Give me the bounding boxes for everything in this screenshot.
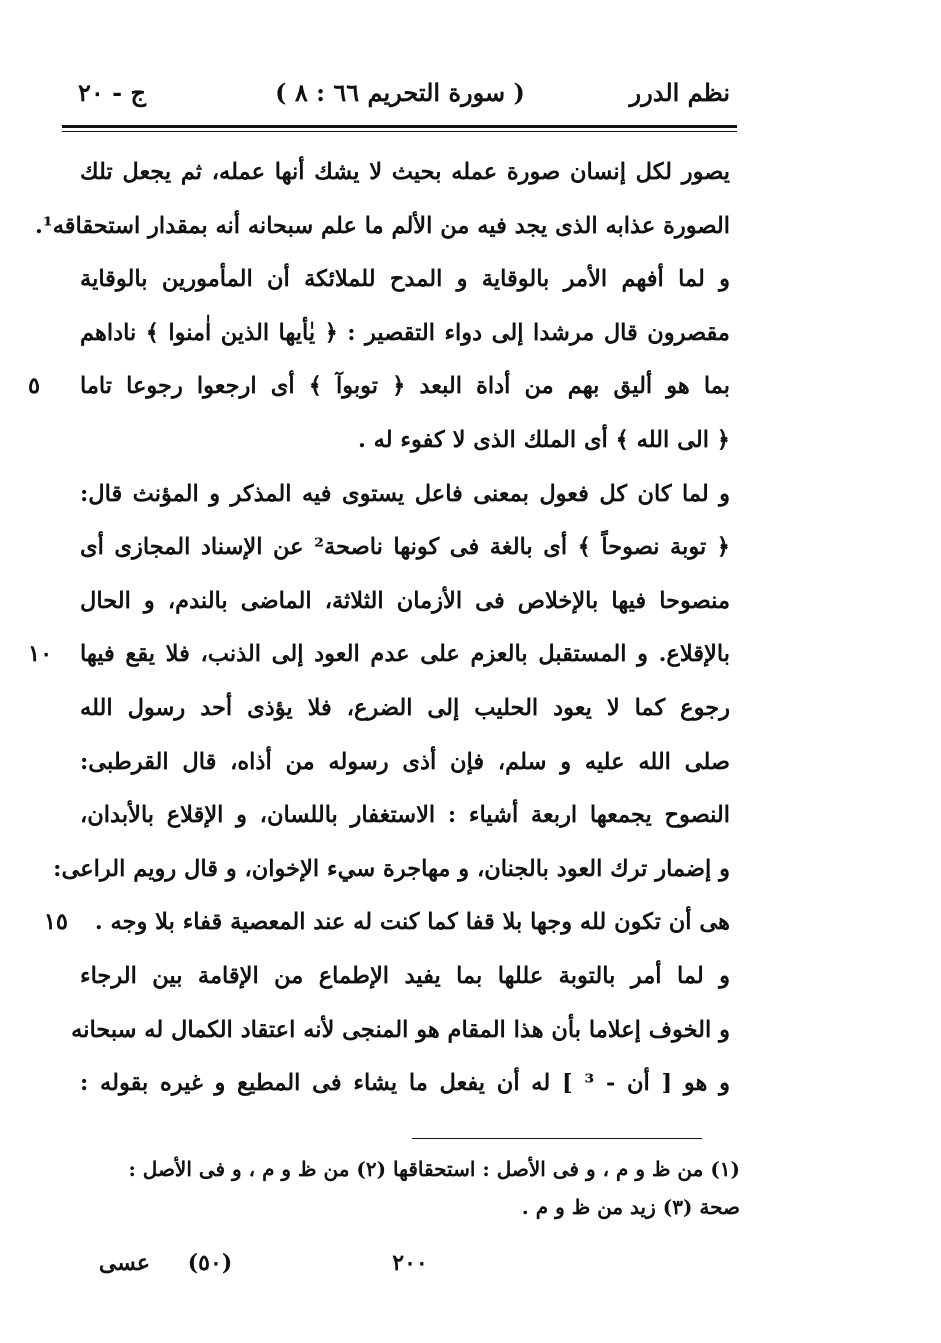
text-line (80, 253, 730, 307)
line-number: ١٥ (43, 909, 68, 936)
line-text: ﴿ توبة نصوحاً ﴾ أى بالغة فى كونها ناصحة² عن الإسناد المجازى أى (80, 534, 730, 561)
header-rule-thin (62, 131, 737, 132)
text-line (80, 575, 730, 629)
text-line (80, 146, 730, 200)
line-text: الصورة عذابه الذى يجد فيه من الألم ما علم سبحانه أنه بمقدار استحقاقه¹. (35, 212, 730, 239)
line-text: رجوع كما لا يعود الحليب إلى الضرع، فلا يؤذى أحد رسول الله (80, 694, 730, 721)
text-line (71, 1004, 730, 1058)
text-line (80, 1057, 730, 1111)
text-line (80, 736, 730, 790)
text-line (28, 360, 730, 414)
main-text (28, 146, 731, 1111)
header-rule (62, 125, 737, 128)
book-title: نظم الدرر (629, 78, 730, 107)
text-line (80, 950, 730, 1004)
line-text: يصور لكل إنسان صورة عمله بحيث لا يشك أنها عمله، ثم يجعل تلك (80, 159, 730, 185)
text-line (80, 414, 730, 468)
footnotes (100, 1150, 740, 1226)
line-text: و الخوف إعلاما بأن هذا المقام هو المنجى لأنه اعتقاد الكمال له سبحانه (71, 1016, 730, 1043)
line-text: النصوح يجمعها اربعة أشياء : الاستغفار باللسان، و الإقلاع بالأبدان، (80, 802, 730, 829)
page-number: ٢٠٠ (392, 1250, 428, 1276)
signature-number: (٥٠) (187, 1250, 233, 1276)
line-text: بالإقلاع. و المستقبل بالعزم على عدم العود إلى الذنب، فلا يقع فيها (80, 641, 730, 668)
text-line (80, 307, 730, 361)
volume-number: ج - ٢٠ (78, 78, 146, 107)
text-line (43, 896, 730, 950)
line-number: ٥ (28, 373, 41, 400)
line-text: بما هو أليق بهم من أداة البعد ﴿ توبوآ ﴾ أى ارجعوا رجوعا تاما (80, 373, 730, 400)
signature-code: عسى (98, 1250, 150, 1276)
text-line (80, 682, 730, 736)
page-footer (0, 1250, 941, 1286)
line-text: منصوحا فيها بالإخلاص فى الأزمان الثلاثة، الماضى بالندم، و الحال (80, 587, 730, 614)
line-text: و لما أمر بالتوبة عللها بما يفيد الإطماع من الإقامة بين الرجاء (80, 962, 730, 989)
text-line (80, 789, 730, 843)
line-text: و لما أفهم الأمر بالوقاية و المدح للملائكة أن المأمورين بالوقاية (80, 266, 730, 293)
text-line (80, 521, 730, 575)
line-text: هى أن تكون لله وجها بلا قفا كما كنت له عند المعصية قفاء بلا وجه . (94, 909, 730, 936)
text-line (35, 200, 730, 254)
footnote-line: (١) من ظ و م ، و فى الأصل : استحقاقها (٢) من ظ و م ، و فى الأصل : (128, 1157, 740, 1181)
text-line (28, 628, 730, 682)
line-text: ﴿ الى الله ﴾ أى الملك الذى لا كفوء له . (358, 426, 730, 453)
running-header (70, 78, 730, 118)
line-text: مقصرون قال مرشدا إلى دواء التقصير : ﴿ يٰأيها الذين اٰمنوا ﴾ ناداهم (80, 319, 730, 346)
line-text: صلى الله عليه و سلم، فإن أذى رسوله من أذاه، قال القرطبى: (80, 748, 730, 775)
line-text: و إضمار ترك العود بالجنان، و مهاجرة سيء الإخوان، و قال رويم الراعى: (53, 855, 730, 882)
line-text: و لما كان كل فعول بمعنى فاعل يستوى فيه المذكر و المؤنث قال: (80, 480, 730, 507)
line-number: ١٠ (28, 641, 53, 668)
footnote-line: صحة (٣) زيد من ظ و م . (521, 1195, 740, 1219)
line-text: و هو [ أن - ³ ] له أن يفعل ما يشاء فى المطيع و غيره بقوله : (80, 1070, 731, 1097)
footnote-separator (412, 1138, 702, 1139)
text-line (80, 468, 730, 522)
surah-reference: ( سورة التحريم ٦٦ : ٨ ) (275, 78, 525, 107)
text-line (53, 843, 730, 897)
